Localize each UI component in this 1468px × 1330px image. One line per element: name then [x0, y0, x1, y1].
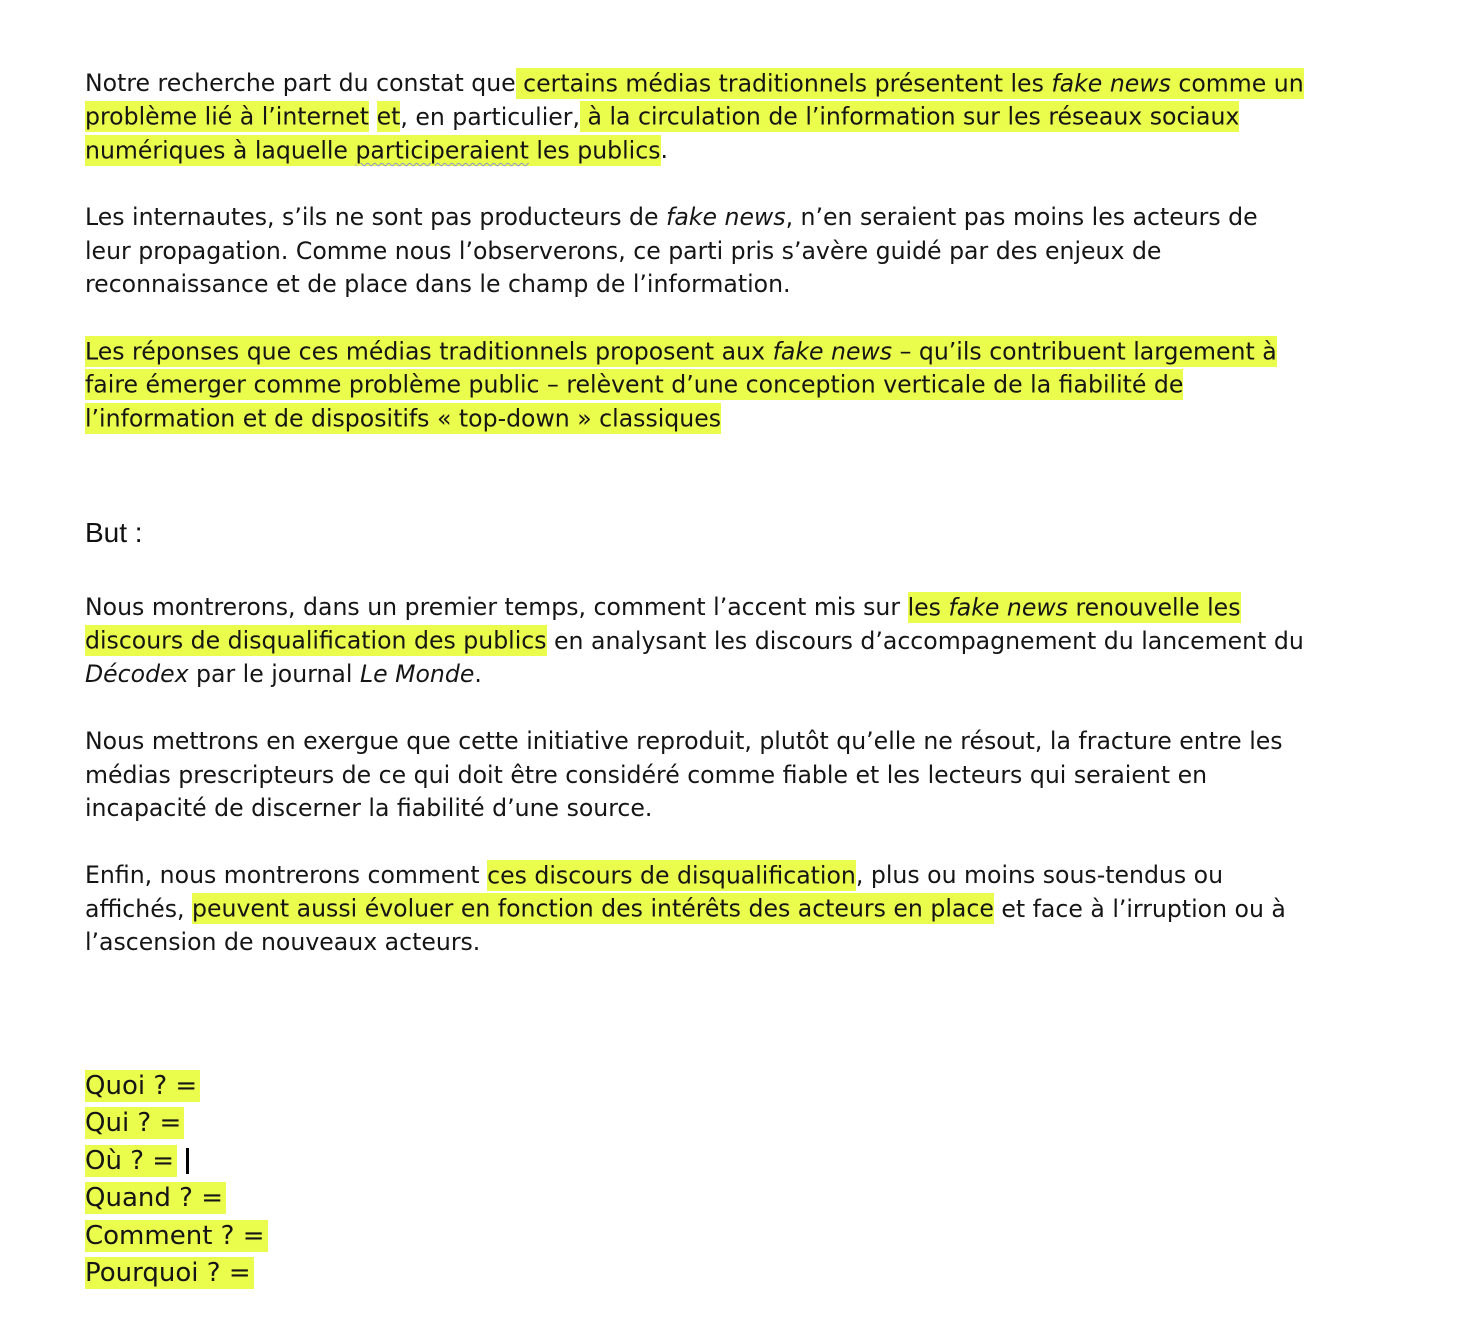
highlighted-text: l’information et de dispositifs « top-down » classiques: [85, 404, 722, 432]
paragraph-constat: [85, 67, 1304, 168]
text-run: Enfin, nous montrerons comment: [85, 861, 488, 889]
text-run: , en particulier,: [400, 102, 581, 131]
text-line: [85, 792, 1283, 826]
paragraph-montrerons: [85, 591, 1304, 692]
question-pourquoi: [85, 1255, 268, 1292]
text-line: [85, 859, 1286, 893]
text-run: incapacité de discerner la fiabilité d’une source.: [85, 794, 653, 822]
section-heading-but: But :: [85, 517, 143, 548]
text-run: leur propagation. Comme nous l’observerons, ce parti pris s’avère guidé par des enjeux de: [85, 236, 1162, 265]
text-run: , n’en seraient pas moins les acteurs de: [785, 203, 1258, 231]
paragraph-reponses: [85, 335, 1277, 436]
italic-text: Le Monde: [359, 660, 475, 688]
text-line: [85, 335, 1277, 369]
highlighted-text: faire émerger comme problème public – relèvent d’une conception verticale de la fiabilité de: [85, 370, 1184, 399]
text-line: [85, 235, 1258, 269]
text-line: [85, 369, 1277, 403]
question-label: Quand ? =: [85, 1182, 226, 1214]
highlighted-text: numériques à laquelle: [85, 136, 356, 164]
text-run: Les internautes, s’ils ne sont pas producteurs de: [85, 203, 667, 231]
text-line: [85, 101, 1304, 135]
highlighted-italic-text: fake news: [1051, 69, 1171, 97]
text-run: reconnaissance et de place dans le champ de l’information.: [85, 270, 791, 298]
highlighted-text: renouvelle les: [1067, 593, 1241, 621]
text-line: [85, 201, 1258, 235]
question-label: Quoi ? =: [85, 1070, 200, 1102]
text-line: [85, 134, 1304, 168]
text-line: [85, 759, 1283, 793]
highlighted-text: Les réponses que ces médias traditionnels proposent aux: [85, 337, 773, 365]
highlighted-text: certains médias traditionnels présentent les: [515, 69, 1052, 97]
spellcheck-flagged-word[interactable]: participeraient: [355, 136, 529, 164]
text-line: [85, 658, 1304, 692]
paragraph-exergue: [85, 725, 1283, 826]
highlighted-italic-text: fake news: [772, 337, 893, 365]
italic-text: fake news: [666, 203, 786, 231]
text-run: Nous mettrons en exergue que cette initiative reproduit, plutôt qu’elle ne résout, la fracture entre les: [85, 727, 1283, 755]
highlighted-text: discours de disqualification des publics: [85, 626, 547, 655]
text-line: [85, 402, 1277, 436]
highlighted-text: ces discours de disqualification: [487, 861, 856, 889]
highlighted-text: problème lié à l’internet: [85, 102, 370, 131]
text-line: [85, 268, 1258, 302]
highlighted-text: les publics: [528, 136, 661, 164]
paragraph-internautes: [85, 201, 1258, 302]
text-run: .: [474, 660, 482, 688]
text-run: en analysant les discours d’accompagnement du lancement du: [546, 626, 1304, 655]
italic-text: Décodex: [85, 660, 189, 688]
text-line: [85, 625, 1304, 659]
text-run: l’ascension de nouveaux acteurs.: [85, 928, 481, 956]
text-run: .: [660, 136, 669, 164]
question-quoi: [85, 1068, 268, 1105]
question-label: Comment ? =: [85, 1220, 268, 1252]
highlighted-text: les: [907, 593, 949, 621]
question-label: Où ? =: [85, 1145, 177, 1177]
text-line: [85, 926, 1286, 960]
text-run: médias prescripteurs de ce qui doit être considéré comme fiable et les lecteurs qui seraient en: [85, 760, 1208, 789]
text-run: Nous montrerons, dans un premier temps, comment l’accent mis sur: [85, 593, 908, 621]
text-run: Notre recherche part du constat que: [85, 69, 516, 97]
highlighted-text: comme un: [1170, 69, 1304, 97]
text-run: par le journal: [188, 660, 360, 688]
text-run: , plus ou moins sous-tendus ou: [855, 861, 1224, 889]
question-ou: [85, 1143, 268, 1180]
question-label: Pourquoi ? =: [85, 1257, 254, 1289]
text-line: [85, 591, 1304, 625]
text-cursor: [186, 1148, 189, 1174]
text-line: [85, 67, 1304, 101]
text-run: affichés,: [85, 894, 193, 923]
highlighted-text: à la circulation de l’information sur les réseaux sociaux: [580, 102, 1240, 131]
paragraph-enfin: [85, 859, 1286, 960]
highlighted-text: et: [376, 102, 401, 131]
highlighted-text: – qu’ils contribuent largement à: [892, 337, 1277, 365]
question-qui: [85, 1105, 268, 1142]
highlighted-text: peuvent aussi évoluer en fonction des intérêts des acteurs en place: [192, 894, 994, 923]
questions-list: [85, 1068, 268, 1292]
text-line: [85, 893, 1286, 927]
question-comment: [85, 1218, 268, 1255]
question-label: Qui ? =: [85, 1107, 184, 1139]
text-run: [369, 103, 377, 131]
highlighted-italic-text: fake news: [948, 593, 1068, 621]
text-run: et face à l’irruption ou à: [993, 894, 1286, 923]
question-quand: [85, 1180, 268, 1217]
text-line: [85, 725, 1283, 759]
